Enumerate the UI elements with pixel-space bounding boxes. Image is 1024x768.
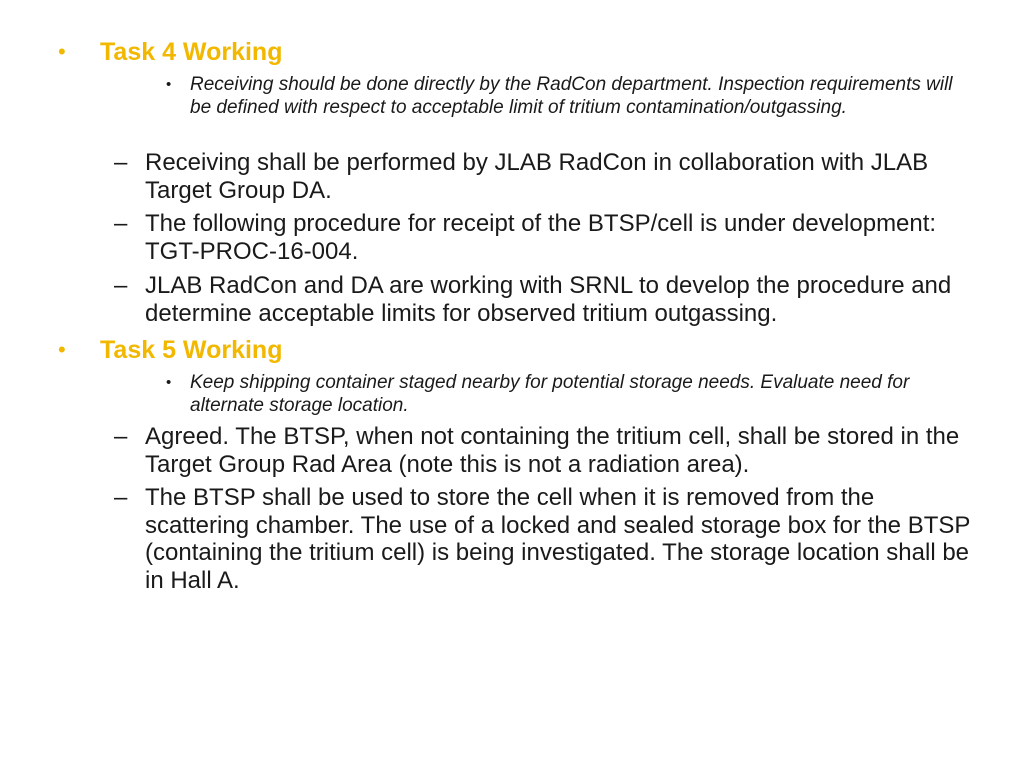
task-4-title: Task 4 Working bbox=[100, 38, 283, 66]
task-4-item-2 bbox=[114, 210, 974, 265]
task-5-item-1-text: Agreed. The BTSP, when not containing the tritium cell, shall be stored in the Target Group Rad Area (note this is not a radiation area). bbox=[145, 423, 960, 478]
task-4-note-text: Receiving should be done directly by the RadCon department. Inspection requirements will be defined with respect to acceptable limit of tritium contamination/outgassing. bbox=[190, 74, 953, 118]
task-4-item-2-text: The following procedure for receipt of the BTSP/cell is under development: TGT-PROC-16-004. bbox=[145, 210, 937, 265]
dash-icon: – bbox=[114, 484, 128, 511]
task-5-title: Task 5 Working bbox=[100, 336, 283, 364]
task-4-item-1-text: Receiving shall be performed by JLAB RadCon in collaboration with JLAB Target Group DA. bbox=[145, 149, 929, 204]
task-4-note bbox=[166, 73, 966, 119]
bullet-icon: • bbox=[58, 39, 66, 64]
dash-icon: – bbox=[114, 272, 128, 299]
task-5-heading bbox=[58, 335, 282, 365]
task-4-heading bbox=[58, 37, 282, 67]
task-5-note-text: Keep shipping container staged nearby for potential storage needs. Evaluate need for alternate storage location. bbox=[190, 372, 910, 416]
task-5-item-1 bbox=[114, 423, 974, 478]
bullet-icon: • bbox=[166, 76, 172, 93]
dash-icon: – bbox=[114, 149, 128, 176]
bullet-icon: • bbox=[58, 337, 66, 362]
dash-icon: – bbox=[114, 423, 128, 450]
task-4-item-3-text: JLAB RadCon and DA are working with SRNL to develop the procedure and determine acceptable limits for observed tritium outgassing. bbox=[145, 272, 952, 327]
task-5-note bbox=[166, 371, 966, 417]
bullet-icon: • bbox=[166, 374, 172, 391]
dash-icon: – bbox=[114, 210, 128, 237]
task-4-item-3 bbox=[114, 272, 974, 327]
task-5-item-2-text: The BTSP shall be used to store the cell when it is removed from the scattering chamber. The use of a locked and sealed storage box for the BTSP (containing the tritium cell) is being investigated. The storage location shall be in Hall A. bbox=[145, 484, 970, 594]
task-4-item-1 bbox=[114, 149, 974, 204]
task-5-item-2 bbox=[114, 484, 974, 594]
